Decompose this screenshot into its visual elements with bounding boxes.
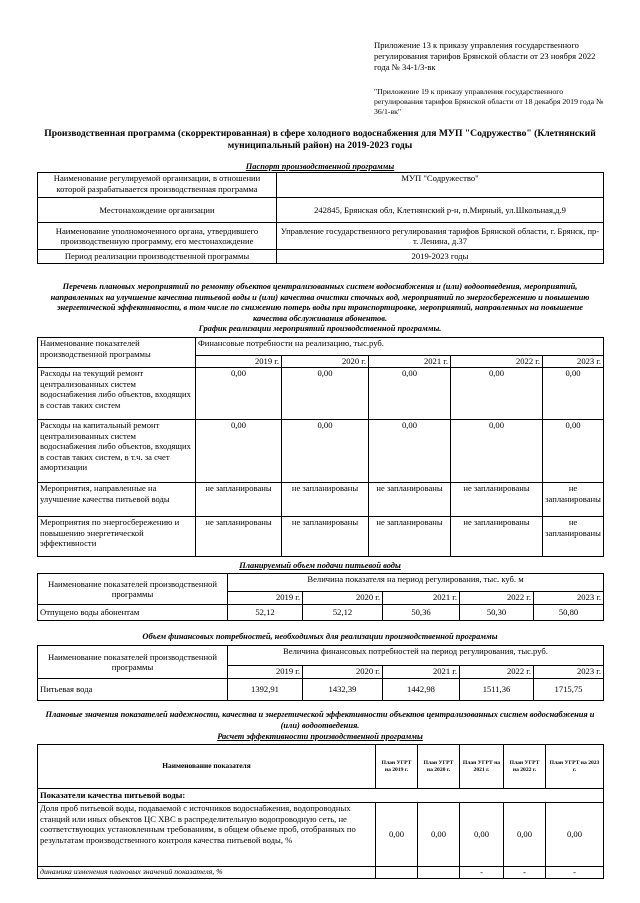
cell-value: 50,80 [534,605,604,621]
appendix-note: Приложение 13 к приказу управления государственного регулирования тарифов Брянской области от 23 ноября 2022 года № 34-1/3-вк [374,40,596,72]
passport-value: МУП "Содружество" [277,173,604,198]
cell-value: 50,36 [383,605,460,621]
cell-value: не запланированы [451,517,543,557]
plan-header: План УГРТ на 2021 г. [460,745,504,789]
cell-value: не запланированы [543,517,604,557]
year-header: 2022 г. [460,666,534,679]
cell-value: 0,00 [546,803,604,867]
table-row [38,867,604,879]
plan-header: План УГРТ на 2022 г. [504,745,546,789]
reliability-heading: Плановые значения показателей надежности, качества и энергетической эффективности объектов централизованных систем водоснабжения и (или) водоотведения. [45,710,595,730]
cell-value: - [460,867,504,879]
cell-value: 0,00 [418,803,460,867]
passport-value: 2019-2023 годы [277,250,604,264]
reliability-table [37,744,604,879]
cell-value: 0,00 [369,420,451,483]
cell-value: не запланированы [282,483,369,517]
year-header: 2023 г. [543,356,604,368]
passport-label: Местонахождение организации [38,198,277,223]
measures-subheading: График реализации мероприятий производственной программы. [198,324,442,333]
table-row [38,517,604,557]
cell-value: 0,00 [543,420,604,483]
measures-col-group: Финансовые потребности на реализацию, тыс.руб. [196,338,604,356]
cell-value: 0,00 [543,368,604,420]
passport-value: 242845, Брянская обл, Клетнянский р-н, п.Мирный, ул.Школьная,д.9 [277,198,604,223]
cell-value: 1392,91 [228,679,303,701]
year-header: 2019 г. [228,666,303,679]
measures-table [37,337,604,557]
plan-header: План УГРТ на 2019 г. [376,745,418,789]
row-label: Мероприятия, направленные на улучшение качества питьевой воды [38,483,196,517]
plan-header: План УГРТ на 2023 г. [546,745,604,789]
cell-value: 1442,98 [383,679,460,701]
finance-col-group: Величина финансовых потребностей на период регулирования, тыс.руб. [228,646,604,666]
year-header: 2019 г. [228,592,303,605]
cell-value: 1715,75 [534,679,604,701]
cell-value: 0,00 [504,803,546,867]
cell-value: 0,00 [376,803,418,867]
volume-col-group: Величина показателя на период регулирования, тыс. куб. м [228,574,604,592]
cell-value: не запланированы [369,483,451,517]
cell-value: 0,00 [451,368,543,420]
passport-heading: Паспорт производственной программы [245,162,395,171]
reliability-subheading: Расчет эффективности производственной программы [217,732,423,741]
passport-value: Управление государственного регулирования тарифов Брянской области, г. Брянск, пр-т. Ленина, д.37 [277,223,604,250]
row-label: Доля проб питьевой воды, подаваемой с источников водоснабжения, водопроводных станций или иных объектов ЦС ХВС в распределительную водопроводную сеть, не соответствующих установленным требованиям, в общем объеме проб, отобранных по результатам производственного контроля качества питьевой воды, % [38,803,376,867]
finance-heading: Объем финансовых потребностей, необходимых для реализации производственной программы [142,632,498,641]
passport-row [38,198,604,223]
passport-label: Период реализации производственной программы [38,250,277,264]
year-header: 2020 г. [303,666,383,679]
table-row [38,420,604,483]
cell-value: не запланированы [282,517,369,557]
cell-value: 0,00 [196,420,282,483]
row-label: Мероприятия по энергосбережению и повышению энергетической эффективности [38,517,196,557]
year-header: 2023 г. [534,592,604,605]
year-header: 2019 г. [196,356,282,368]
year-header: 2021 г. [383,666,460,679]
finance-col-label: Наименование показателей производственной программы [38,646,228,679]
table-row [38,679,604,701]
row-label: динамика изменения плановых значений показателя, % [38,867,376,879]
cell-value: 1511,36 [460,679,534,701]
table-row [38,803,604,867]
table-row [38,368,604,420]
cell-value: 0,00 [282,420,369,483]
row-label: Расходы на капитальный ремонт централизованных систем водоснабжения либо объектов, входящих в состав таких систем, в т.ч. за счет амортизации [38,420,196,483]
measures-col-label: Наименование показателей производственной программы [38,338,196,368]
cell-value: 1432,39 [303,679,383,701]
reliability-col-label: Наименование показателя [38,745,376,789]
year-header: 2022 г. [460,592,534,605]
cell-value: не запланированы [369,517,451,557]
year-header: 2021 г. [383,592,460,605]
cell-value: не запланированы [543,483,604,517]
row-label: Питьевая вода [38,679,228,701]
year-header: 2020 г. [282,356,369,368]
finance-table [37,645,604,701]
table-row [38,605,604,621]
passport-row [38,223,604,250]
volume-table [37,573,604,621]
passport-row [38,250,604,264]
passport-table [37,172,604,264]
year-header: 2023 г. [534,666,604,679]
year-header: 2021 г. [369,356,451,368]
cell-value: 0,00 [282,368,369,420]
measures-heading: Перечень плановых мероприятий по ремонту объектов централизованных систем водоснабжения и (или) водоотведения, мероприятий, направленных на улучшение качества питьевой воды и (или) качества очистки сточных вод, мероприятий по энергосбережению и повышению энергетической эффективности, в том числе по снижению потерь воды при транспортировке, мероприятий, направленных на повышение качества обслуживания абонентов. [50,282,590,323]
cell-value: 50,30 [460,605,534,621]
group-label: Показатели качества питьевой воды: [38,789,604,803]
passport-label: Наименование регулируемой организации, в отношении которой разрабатывается производственная программа [38,173,277,198]
row-label: Отпущено воды абонентам [38,605,228,621]
year-header: 2022 г. [451,356,543,368]
cell-value: 0,00 [196,368,282,420]
volume-col-label: Наименование показателей производственной программы [38,574,228,605]
cell-value: 52,12 [303,605,383,621]
table-row [38,483,604,517]
passport-label: Наименование уполномоченного органа, утвердившего производственную программу, его местонахождение [38,223,277,250]
passport-row [38,173,604,198]
cell-value: 0,00 [460,803,504,867]
cell-value: 0,00 [451,420,543,483]
year-header: 2020 г. [303,592,383,605]
appendix-previous-note: "Приложение 19 к приказу управления государственного регулирования тарифов Брянской области от 18 декабря 2019 года № 36/1-вк" [374,87,604,116]
plan-header: План УГРТ на 2020 г. [418,745,460,789]
cell-value: - [504,867,546,879]
cell-value: 52,12 [228,605,303,621]
cell-value: не запланированы [196,517,282,557]
volume-heading: Планируемый объем подачи питьевой воды [239,561,401,570]
cell-value: не запланированы [196,483,282,517]
cell-value: не запланированы [451,483,543,517]
cell-value: 0,00 [369,368,451,420]
cell-value [418,867,460,879]
document-title: Производственная программа (скорректированная) в сфере холодного водоснабжения для МУП "Содружество" (Клетнянский муниципальный район) на 2019-2023 годы [44,128,596,151]
cell-value [376,867,418,879]
row-label: Расходы на текущий ремонт централизованных систем водоснабжения либо объектов, входящих в состав таких систем [38,368,196,420]
cell-value: - [546,867,604,879]
